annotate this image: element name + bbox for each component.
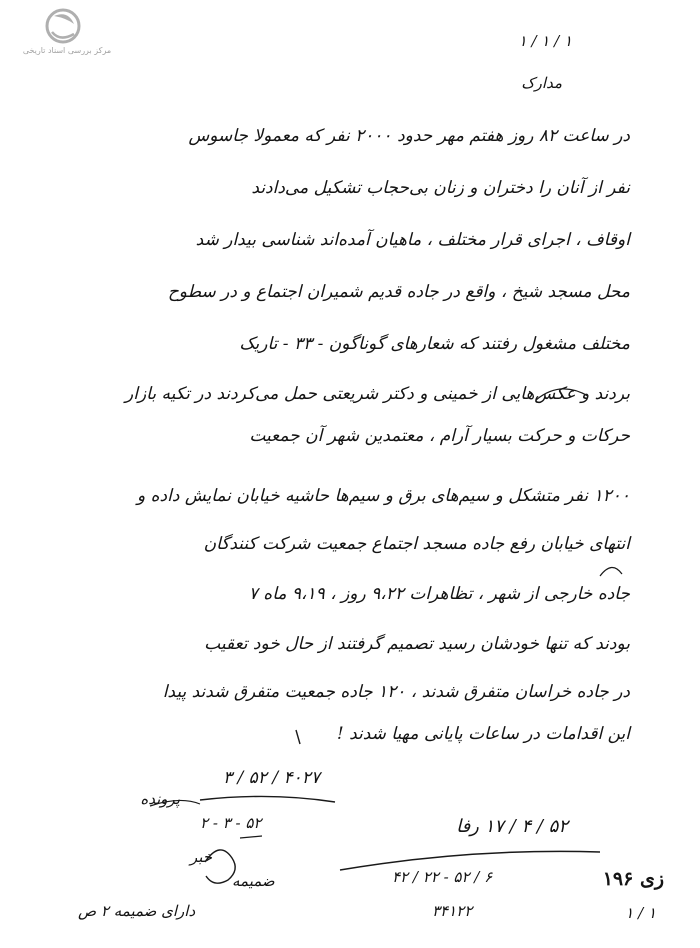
corner-page-number: ۱ / ۱ [625, 904, 656, 922]
body-line: مختلف مشغول رفتند که شعارهای گوناگون - ۳۳ - تاریک [239, 334, 630, 354]
watermark-text: مرکز بررسی اسناد تاریخی [22, 46, 112, 55]
corner-code: زی ۱۹۶ [602, 868, 664, 890]
body-line: بردند و عکس‌هایی از خمینی و دکتر شریعتی حمل می‌کردند در تکیه بازار [125, 384, 630, 404]
left-note-attachment: ضمیمه [232, 872, 275, 890]
header-line-1: ۱ / ۱ / ۱ [518, 32, 572, 50]
signature-dash [240, 836, 262, 838]
body-line: در ساعت ۸۲ روز هفتم مهر حدود ۲۰۰۰ نفر که معمولا جاسوس [188, 126, 630, 146]
body-line: جاده خارجی از شهر ، تظاهرات ۹،۲۲ روز ، ۹،۱۹ ماه ۷ [248, 584, 630, 604]
note-right: پرونده [140, 790, 180, 808]
body-line: انتهای خیابان رفع جاده مسجد اجتماع جمعیت شرکت کنندگان [203, 534, 630, 554]
body-line: در جاده خراسان متفرق شدند ، ۱۲۰ جاده جمعیت متفرق شدند پیدا [162, 682, 630, 702]
bottom-center-number: ۳۴۱۲۲ [432, 902, 473, 920]
body-line: حرکات و حرکت بسیار آرام ، معتمدین شهر آن جمعیت [249, 426, 630, 446]
body-line: اوقاف ، اجرای قرار مختلف ، ماهیان آمده‌اند شناسی بیدار شد [195, 230, 630, 250]
stamp-underline [200, 796, 335, 802]
bottom-center-note: ۴۲ / ۲۲ - ۵۲ / ۶ [392, 868, 493, 886]
exclamation-stroke [296, 730, 300, 744]
body-line: ۱۲۰۰ نفر متشکل و سیم‌های برق و سیم‌ها حاشیه خیابان نمایش داده و [137, 486, 630, 506]
body-line: بودند که تنها خودشان رسید تصمیم گرفتند از حال خود تعقیب [204, 634, 630, 654]
left-note-date: ۲ - ۳ - ۵۲ [200, 814, 262, 832]
left-note-khabar: خبر [190, 848, 213, 866]
stamp-number: ۴۰۲۷ / ۵۲ / ۳ [222, 768, 320, 788]
body-line: محل مسجد شیخ ، واقع در جاده قدیم شمیران اجتماع و در سطوح [167, 282, 630, 302]
body-line: این اقدامات در ساعات پایانی مهیا شدند ! [336, 724, 630, 744]
body-line: نفر از آنان را دختران و زنان بی‌حجاب تشکیل می‌دادند [251, 178, 630, 198]
bottom-left-note: دارای ضمیمه ۲ ص [78, 902, 196, 920]
reference-line: ۵۲ / ۴ / ۱۷ رفا [456, 816, 568, 837]
archive-watermark [12, 6, 122, 64]
archive-logo-icon [40, 6, 86, 46]
header-line-2: مدارک [521, 74, 562, 92]
date-mark [600, 567, 622, 576]
